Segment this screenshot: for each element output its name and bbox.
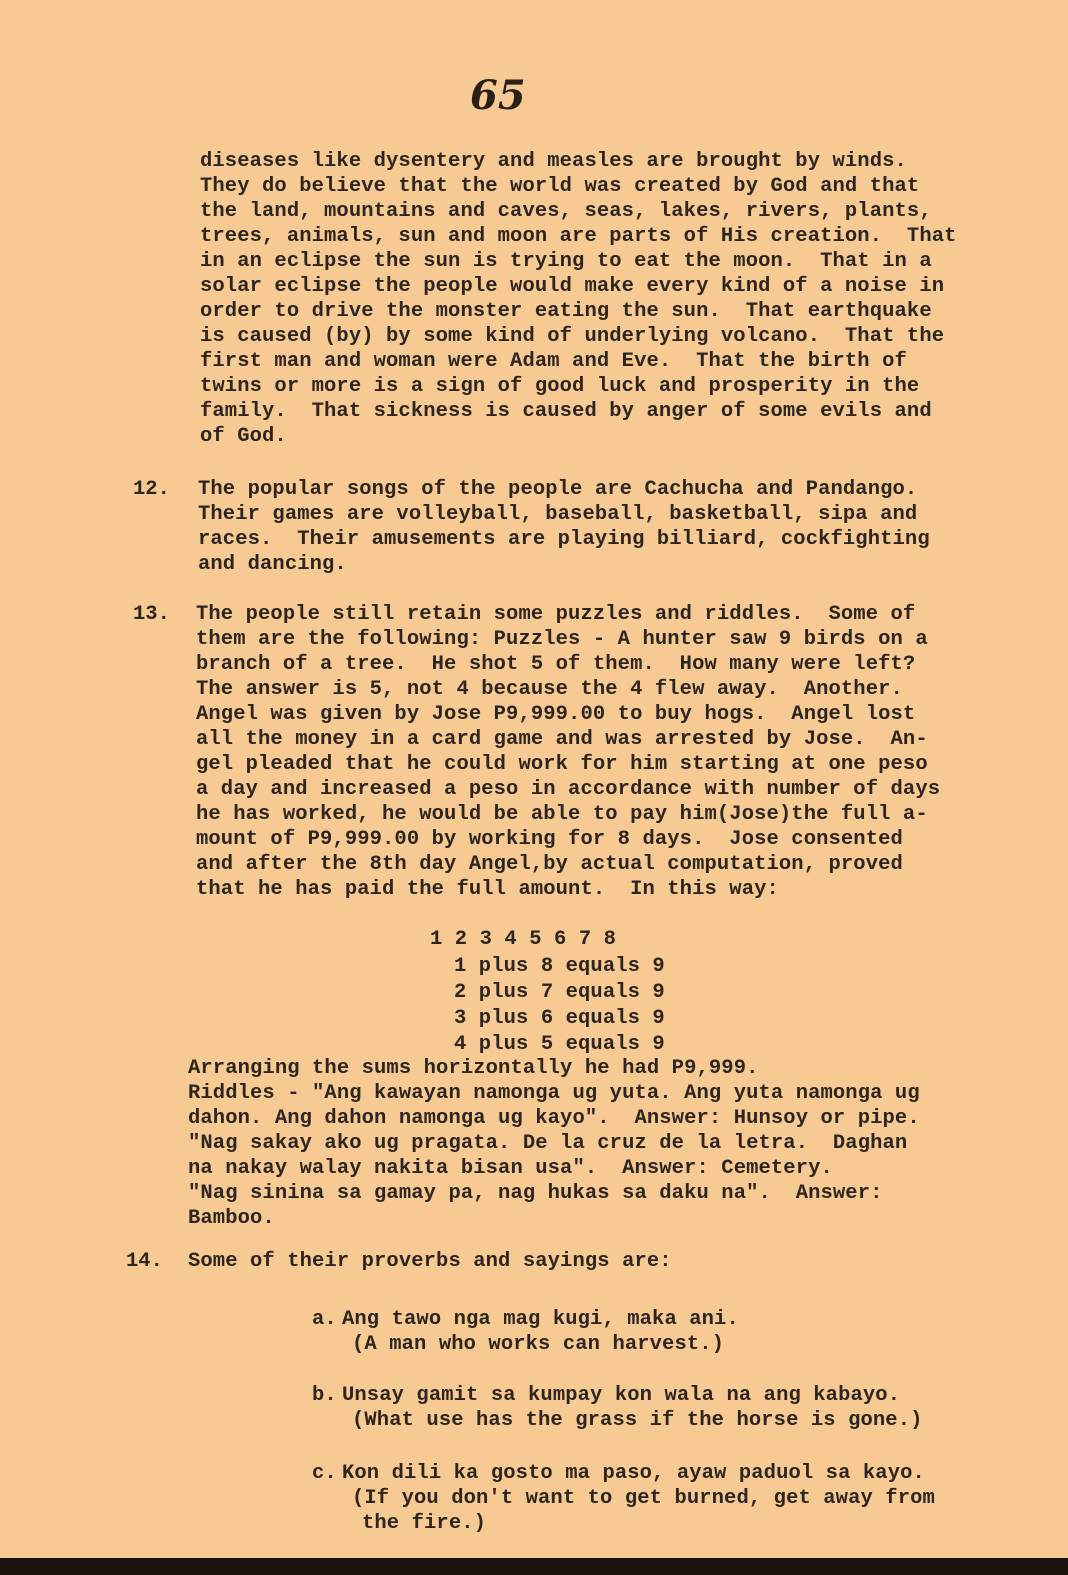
item-number: 14. xyxy=(126,1250,163,1273)
text-line: Their games are volleyball, baseball, basketball, sipa and xyxy=(198,503,918,526)
proverb-translation: the fire.) xyxy=(362,1512,487,1535)
text-line: The people still retain some puzzles and riddles. Some of xyxy=(196,603,916,626)
text-line: branch of a tree. He shot 5 of them. How many were left? xyxy=(196,653,916,676)
text-line: races. Their amusements are playing billiard, cockfighting xyxy=(198,528,930,551)
text-line: he has worked, he would be able to pay him(Jose)the full a- xyxy=(196,803,928,826)
computation-digits: 1 2 3 4 5 6 7 8 xyxy=(430,928,617,951)
computation-line: 4 plus 5 equals 9 xyxy=(454,1033,665,1056)
computation-line: 1 plus 8 equals 9 xyxy=(454,955,665,978)
text-line: solar eclipse the people would make every kind of a noise in xyxy=(200,275,945,298)
text-line: na nakay walay nakita bisan usa". Answer: Cemetery. xyxy=(188,1157,833,1180)
text-line: gel pleaded that he could work for him starting at one peso xyxy=(196,753,928,776)
text-line: Bamboo. xyxy=(188,1207,275,1230)
proverb-translation: (If you don't want to get burned, get away from xyxy=(352,1487,935,1510)
text-line: first man and woman were Adam and Eve. That the birth of xyxy=(200,350,907,373)
text-line: them are the following: Puzzles - A hunter saw 9 birds on a xyxy=(196,628,928,651)
text-line: "Nag sinina sa gamay pa, nag hukas sa daku na". Answer: xyxy=(188,1182,883,1205)
text-line: trees, animals, sun and moon are parts of His creation. That xyxy=(200,225,957,248)
proverb-letter: a. xyxy=(312,1308,337,1331)
computation-line: 2 plus 7 equals 9 xyxy=(454,981,665,1004)
text-line: all the money in a card game and was arrested by Jose. An- xyxy=(196,728,928,751)
page-bottom-edge xyxy=(0,1558,1068,1575)
proverb-translation: (What use has the grass if the horse is gone.) xyxy=(352,1409,923,1432)
text-line: the land, mountains and caves, seas, lakes, rivers, plants, xyxy=(200,200,932,223)
text-line: The popular songs of the people are Cachucha and Pandango. xyxy=(198,478,918,501)
proverb-text: Ang tawo nga mag kugi, maka ani. xyxy=(342,1308,739,1331)
text-line: a day and increased a peso in accordance with number of days xyxy=(196,778,941,801)
text-line: "Nag sakay ako ug pragata. De la cruz de la letra. Daghan xyxy=(188,1132,908,1155)
proverb-letter: c. xyxy=(312,1462,337,1485)
item-number: 12. xyxy=(133,478,170,501)
text-line: Riddles - "Ang kawayan namonga ug yuta. Ang yuta namonga ug xyxy=(188,1082,920,1105)
text-line: and after the 8th day Angel,by actual computation, proved xyxy=(196,853,903,876)
page-number: 65 xyxy=(470,72,526,119)
proverb-translation: (A man who works can harvest.) xyxy=(352,1333,725,1356)
item-14-intro: Some of their proverbs and sayings are: xyxy=(188,1250,672,1273)
text-line: diseases like dysentery and measles are brought by winds. xyxy=(200,150,907,173)
text-line: They do believe that the world was created by God and that xyxy=(200,175,920,198)
text-line: in an eclipse the sun is trying to eat the moon. That in a xyxy=(200,250,932,273)
text-line: Angel was given by Jose P9,999.00 to buy hogs. Angel lost xyxy=(196,703,916,726)
proverb-letter: b. xyxy=(312,1384,337,1407)
text-line: Arranging the sums horizontally he had P9,999. xyxy=(188,1057,759,1080)
text-line: mount of P9,999.00 by working for 8 days. Jose consented xyxy=(196,828,903,851)
text-line: order to drive the monster eating the sun. That earthquake xyxy=(200,300,932,323)
computation-line: 3 plus 6 equals 9 xyxy=(454,1007,665,1030)
text-line: dahon. Ang dahon namonga ug kayo". Answer: Hunsoy or pipe. xyxy=(188,1107,920,1130)
proverb-text: Kon dili ka gosto ma paso, ayaw paduol sa kayo. xyxy=(342,1462,925,1485)
text-line: family. That sickness is caused by anger of some evils and xyxy=(200,400,932,423)
text-line: of God. xyxy=(200,425,287,448)
text-line: The answer is 5, not 4 because the 4 flew away. Another. xyxy=(196,678,903,701)
text-line: is caused (by) by some kind of underlying volcano. That the xyxy=(200,325,945,348)
text-line: twins or more is a sign of good luck and prosperity in the xyxy=(200,375,920,398)
item-number: 13. xyxy=(133,603,170,626)
text-line: that he has paid the full amount. In this way: xyxy=(196,878,779,901)
proverb-text: Unsay gamit sa kumpay kon wala na ang kabayo. xyxy=(342,1384,901,1407)
text-line: and dancing. xyxy=(198,553,347,576)
